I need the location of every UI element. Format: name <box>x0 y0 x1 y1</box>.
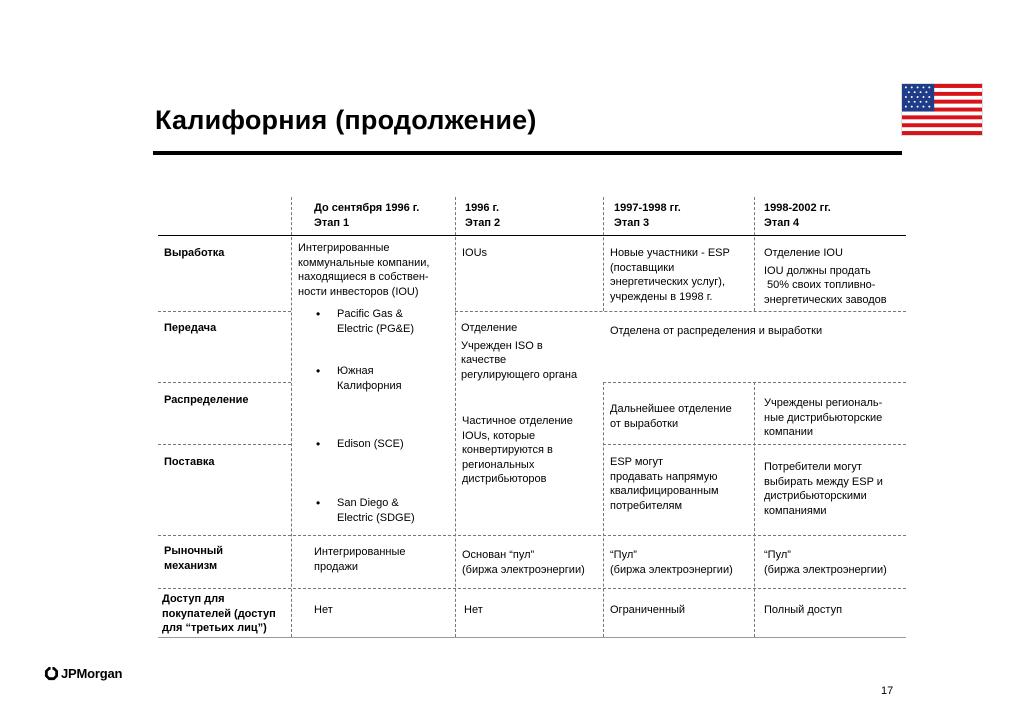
bullet-line: Edison (SCE) <box>337 438 404 450</box>
column-header-stage4-label: Этап 4 <box>764 216 800 229</box>
cell-line: “Пул” <box>764 549 791 561</box>
row-label-supply: Поставка <box>164 456 215 468</box>
title-rule <box>153 151 902 155</box>
bullet-icon: • <box>316 364 321 378</box>
stage4-distribution-cell <box>764 396 882 440</box>
cell-line: Интегрированные <box>298 242 390 254</box>
table-bottom-rule <box>158 637 906 638</box>
row-divider <box>158 311 291 312</box>
column-header-stage3 <box>614 201 681 230</box>
cell-line: энергетических услуг), <box>610 276 726 288</box>
stage2-distribution-supply-cell <box>462 414 573 487</box>
cell-line: IOUs, которые <box>462 429 536 442</box>
stage1-access-cell: Нет <box>314 604 333 616</box>
row-label-access-line: Доступ для <box>162 593 225 605</box>
cell-line: Отделение <box>461 322 518 334</box>
stage4-access-cell: Полный доступ <box>764 604 843 616</box>
stage3-supply-cell <box>610 455 719 513</box>
row-divider <box>158 444 291 445</box>
header-rule <box>158 235 906 236</box>
cell-line: компании <box>764 426 814 438</box>
column-header-stage2-label: Этап 2 <box>465 216 501 229</box>
cell-line: (биржа электроэнергии) <box>764 563 887 576</box>
cell-line: ESP могут <box>610 456 664 468</box>
cell-line: Новые участники - ESP <box>610 247 730 259</box>
row-label-access <box>162 592 276 636</box>
cell-line: продавать напрямую <box>610 470 718 483</box>
cell-line: коммунальные компании, <box>298 256 430 269</box>
stage2-transmission-cell <box>461 321 577 382</box>
cell-line: IOU должны продать <box>764 264 871 277</box>
column-header-stage1 <box>314 201 419 230</box>
cell-line: (биржа электроэнергии) <box>462 563 585 576</box>
column-header-stage3-date: 1997-1998 гг. <box>614 202 681 214</box>
stage3-4-transmission-cell: Отделена от распределения и выработки <box>610 325 823 337</box>
cell-line: регулирующего органа <box>461 368 578 381</box>
page-number: 17 <box>881 685 894 697</box>
cell-line: Отделение IOU <box>764 247 843 259</box>
row-label-access-line: покупателей (доступ <box>162 607 276 620</box>
bullet-icon: • <box>316 307 321 321</box>
row-label-access-line: для “третьих лиц”) <box>162 622 267 634</box>
cell-line: (поставщики <box>610 261 675 274</box>
cell-line: конвертируются в <box>462 444 553 456</box>
column-divider <box>603 197 604 311</box>
stage1-market-cell <box>314 545 406 574</box>
cell-line: квалифицированным <box>610 485 719 497</box>
column-divider <box>754 197 755 311</box>
column-divider <box>455 197 456 637</box>
column-divider <box>603 382 604 637</box>
cell-line: Учреждены региональ- <box>764 397 883 409</box>
column-header-stage1-label: Этап 1 <box>314 216 350 229</box>
bullet-line: Калифорния <box>337 379 402 392</box>
page-title: Калифорния (продолжение) <box>155 105 537 135</box>
column-header-stage1-date: До сентября 1996 г. <box>314 202 420 214</box>
stage4-supply-cell <box>764 460 883 518</box>
cell-line: от выработки <box>610 417 679 430</box>
row-label-market <box>164 544 223 573</box>
jpmorgan-octagon-icon <box>44 666 59 681</box>
bullet-icon: • <box>316 496 321 510</box>
cell-line: потребителям <box>610 499 683 512</box>
cell-line: “Пул” <box>610 549 637 561</box>
cell-line: региональных <box>462 458 535 471</box>
column-divider <box>291 197 292 637</box>
cell-line: находящиеся в собствен- <box>298 271 429 283</box>
jpmorgan-logo <box>44 666 122 681</box>
row-label-market-line: механизм <box>164 559 218 572</box>
us-flag-icon <box>901 83 983 136</box>
stage3-access-cell: Ограниченный <box>610 604 686 616</box>
column-divider <box>754 382 755 637</box>
cell-line: качестве <box>461 354 507 366</box>
cell-line: выбирать между ESP и <box>764 475 883 488</box>
row-divider <box>455 311 906 312</box>
row-divider <box>158 382 291 383</box>
cell-line: продажи <box>314 560 358 573</box>
row-label-transmission: Передача <box>164 322 217 334</box>
bullet-line: Electric (PG&E) <box>337 322 415 335</box>
cell-line: дистрибьюторскими <box>764 490 867 502</box>
cell-line: Частичное отделение <box>462 415 573 427</box>
cell-line: компаниями <box>764 504 827 517</box>
cell-line: Основан “пул” <box>462 549 535 561</box>
cell-line: Интегрированные <box>314 546 406 558</box>
row-label-market-line: Рыночный <box>164 545 224 557</box>
row-label-generation: Выработка <box>164 247 225 259</box>
cell-line: ности инвесторов (IOU) <box>298 285 419 298</box>
row-divider <box>158 535 906 536</box>
cell-line: 50% своих топливно- <box>764 279 876 291</box>
column-header-stage4 <box>764 201 831 230</box>
stage3-generation-cell <box>610 246 730 304</box>
stage3-market-cell <box>610 548 733 577</box>
logo-text: JPMorgan <box>61 666 123 681</box>
stage2-generation-cell: IOUs <box>462 247 488 259</box>
row-label-distribution: Распределение <box>164 394 249 406</box>
bullet-line: San Diego & <box>337 497 399 509</box>
cell-line: энергетических заводов <box>764 293 887 306</box>
bullet-icon: • <box>316 437 321 451</box>
cell-line: Учрежден ISO в <box>461 339 543 352</box>
column-header-stage2-date: 1996 г. <box>465 202 500 214</box>
column-header-stage2 <box>465 201 500 230</box>
row-divider <box>158 588 906 589</box>
bullet-line: Южная <box>337 365 374 377</box>
stage2-market-cell <box>462 548 585 577</box>
column-header-stage3-label: Этап 3 <box>614 216 650 229</box>
cell-line: Дальнейшее отделение <box>610 403 732 415</box>
cell-line: (биржа электроэнергии) <box>610 563 733 576</box>
stage3-distribution-cell <box>610 402 732 431</box>
cell-line: Потребители могут <box>764 461 862 473</box>
stage4-generation-cell <box>764 246 887 307</box>
column-header-stage4-date: 1998-2002 гг. <box>764 202 831 214</box>
bullet-line: Pacific Gas & <box>337 308 404 320</box>
cell-line: учреждены в 1998 г. <box>610 290 713 303</box>
bullet-line: Electric (SDGE) <box>337 511 415 524</box>
cell-line: ные дистрибьюторские <box>764 411 883 424</box>
stage1-generation-cell <box>298 241 429 299</box>
stage4-market-cell <box>764 548 887 577</box>
cell-line: дистрибьюторов <box>462 473 547 485</box>
stage2-access-cell: Нет <box>464 604 483 616</box>
